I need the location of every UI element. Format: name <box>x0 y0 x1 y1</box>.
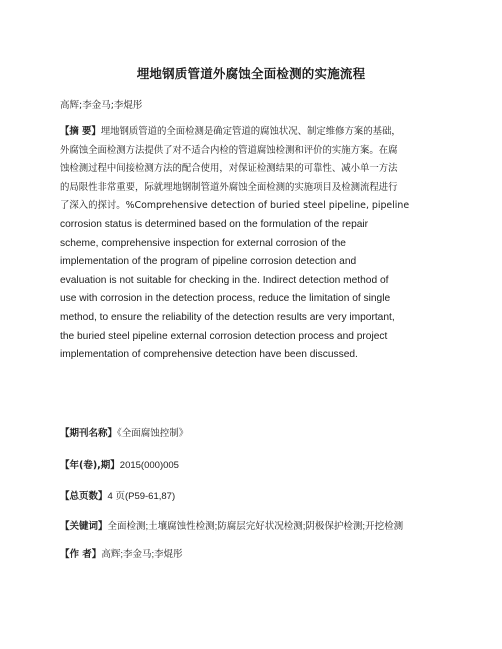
keywords-value: 全面检测;土壤腐蚀性检测;防腐层完好状况检测;阴极保护检测;开挖检测 <box>107 521 404 532</box>
pages-row <box>60 488 175 502</box>
year-issue-value: 2015(000)005 <box>119 460 179 471</box>
journal-label: 【期刊名称】 <box>60 428 118 439</box>
abstract-line: 蚀检测过程中间接检测方法的配合使用，对保证检测结果的可靠性、减小单一方法 <box>60 163 398 175</box>
abstract-line: the buried steel pipeline external corrosion detection process and project <box>60 330 388 342</box>
year-issue-label: 【年(卷),期】 <box>60 460 120 471</box>
abstract-line: 外腐蚀全面检测方法提供了对不适合内检的管道腐蚀检测和评价的实施方案。在腐 <box>60 144 398 156</box>
abstract-line: use with corrosion in the detection process, reduce the limitation of single <box>60 293 391 305</box>
abstract-line: implementation of the program of pipeline corrosion detection and <box>60 256 357 268</box>
journal-row <box>60 425 188 439</box>
abstract-line: corrosion status is determined based on the formulation of the repair <box>60 218 369 230</box>
abstract-line: scheme, comprehensive inspection for external corrosion of the <box>60 237 346 249</box>
abstract <box>60 123 438 365</box>
keywords-row <box>60 518 403 532</box>
paper-title: 埋地钢质管道外腐蚀全面检测的实施流程 <box>136 66 366 81</box>
abstract-line: method, to ensure the reliability of the detection results are very important, <box>60 311 395 323</box>
authors-label: 【作 者】 <box>60 549 102 560</box>
abstract-line: 【摘 要】埋地钢质管道的全面检测是确定管道的腐蚀状况、制定维修方案的基础， <box>60 126 401 137</box>
abstract-line: implementation of comprehensive detection have been discussed. <box>60 349 358 361</box>
abstract-line: evaluation is not suitable for checking in the. Indirect detection method of <box>60 274 389 286</box>
keywords-label: 【关键词】 <box>60 521 108 532</box>
authors-line: 高辉;李金马;李焜彤 <box>60 100 143 111</box>
pages-label: 【总页数】 <box>60 491 108 502</box>
abstract-label: 【摘 要】 <box>60 126 101 137</box>
pages-value: 4 页(P59-61,87) <box>107 491 176 502</box>
abstract-line: 了深入的探讨。%Comprehensive detection of buried steel pipeline, pipeline <box>60 200 410 212</box>
authors-row <box>60 546 183 560</box>
authors-value: 高辉;李金马;李焜彤 <box>101 549 183 560</box>
journal-value: 《全面腐蚀控制》 <box>117 428 189 439</box>
abstract-line: 的局限性非常重要，际就埋地钢制管道外腐蚀全面检测的实施项目及检测流程进行 <box>60 181 398 193</box>
year-issue-row <box>60 457 179 471</box>
